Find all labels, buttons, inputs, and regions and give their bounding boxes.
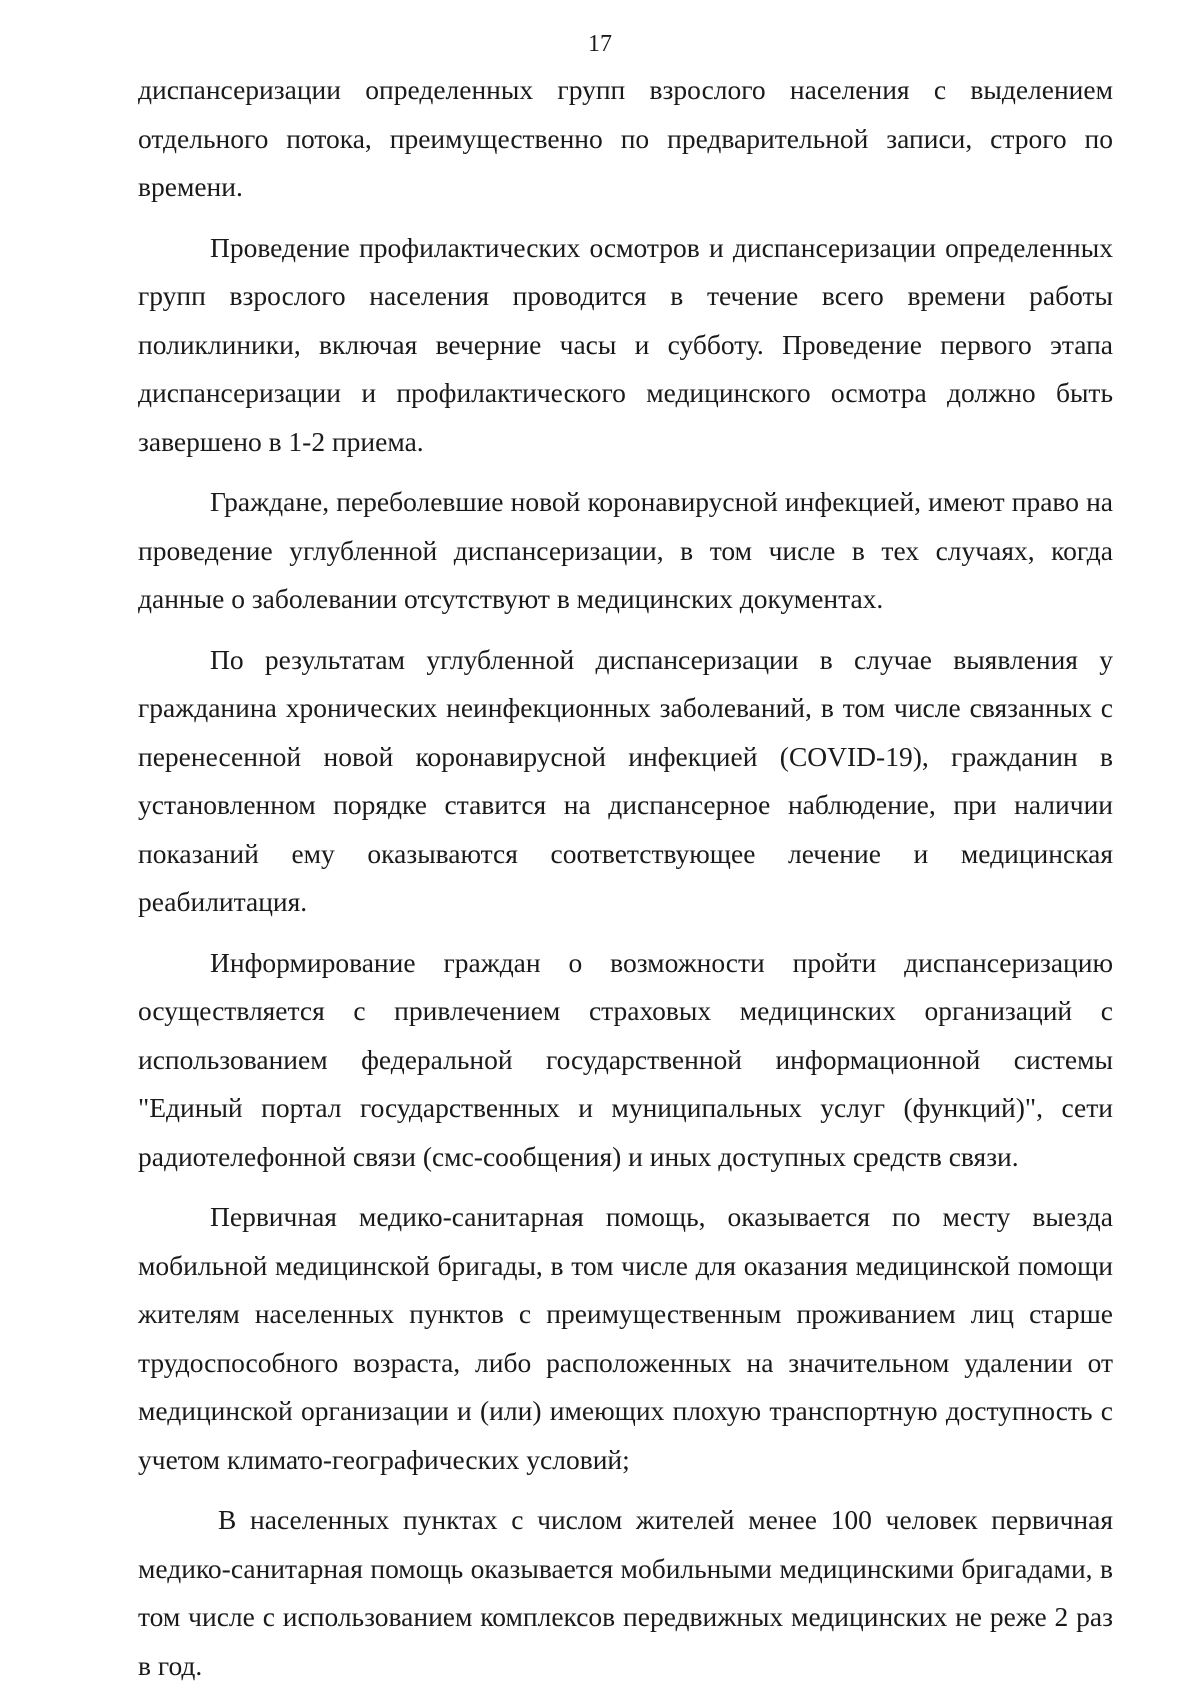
- page-number: 17: [588, 31, 612, 57]
- paragraph-examination-schedule: Проведение профилактических осмотров и диспансеризации определенных групп взрослого населения проводится в течение всего времени работы поликлиники, включая вечерние часы и субботу. Проведение первого этапа диспансеризации и профилактического медицинского осмотра должно быть завершено в 1-2 приема.: [138, 231, 1113, 457]
- paragraph-continuation: диспансеризации определенных групп взрослого населения с выделением отдельного потока, преимущественно по предварительной записи, строго по времени.: [138, 74, 1113, 202]
- paragraph-dispensary-observation: По результатам углубленной диспансеризации в случае выявления у гражданина хронических неинфекционных заболеваний, в том числе связанных с перенесенной новой коронавирусной инфекцией (COVID-19), гражданин в установленном порядке ставится на диспансерное наблюдение, при наличии показаний ему оказываются соответствующее лечение и медицинская реабилитация.: [138, 643, 1113, 917]
- paragraph-covid-recovered-rights: Граждане, переболевшие новой коронавирусной инфекцией, имеют право на проведение углубленной диспансеризации, в том числе в тех случаях, когда данные о заболевании отсутствуют в медицинских документах.: [138, 486, 1113, 614]
- paragraph-mobile-brigade-care: Первичная медико-санитарная помощь, оказывается по месту выезда мобильной медицинской бригады, в том числе для оказания медицинской помощи жителям населенных пунктов с преимущественным проживанием лиц старше трудоспособного возраста, либо расположенных на значительном удалении от медицинской организации и (или) имеющих плохую транспортную доступность с учетом климато-географических условий;: [138, 1201, 1113, 1475]
- paragraph-small-settlements: В населенных пунктах с числом жителей менее 100 человек первичная медико-санитарная помощь оказывается мобильными медицинскими бригадами, в том числе с использованием комплексов передвижных медицинских не реже 2 раз в год.: [138, 1504, 1113, 1681]
- document-body: [138, 66, 1113, 1690]
- paragraph-citizen-informing: Информирование граждан о возможности пройти диспансеризацию осуществляется с привлечением страховых медицинских организаций с использованием федеральной государственной информационной системы "Единый портал государственных и муниципальных услуг (функций)", сети радиотелефонной связи (смс-сообщения) и иных доступных средств связи.: [138, 946, 1113, 1172]
